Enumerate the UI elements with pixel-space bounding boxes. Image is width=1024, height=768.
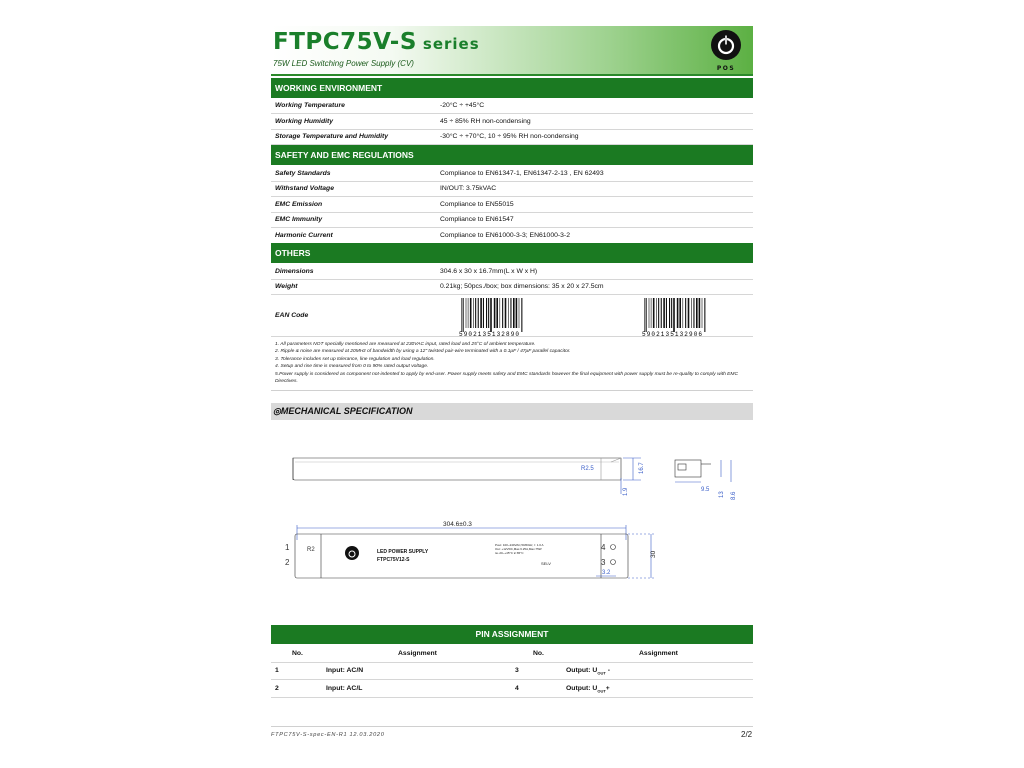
barcode-bar bbox=[473, 298, 474, 328]
barcode-bar bbox=[510, 298, 511, 328]
spec-row: Dimensions 304.6 x 30 x 16.7mm(L x W x H) bbox=[271, 264, 753, 280]
barcode-1 bbox=[457, 298, 533, 338]
barcode-bar bbox=[685, 298, 686, 328]
spec-row: EMC Immunity Compliance to EN61547 bbox=[271, 212, 753, 228]
dim-label: 8.6 bbox=[731, 491, 737, 500]
pin-label: 4 bbox=[601, 543, 606, 552]
barcode-bar bbox=[502, 298, 503, 328]
barcode-bar bbox=[513, 298, 515, 328]
pin-label: 2 bbox=[285, 558, 290, 567]
barcode-bar bbox=[663, 298, 665, 328]
footnote: 5.Power supply is considered as component not-indented to apply by end-user. Power supply meets safety and EMC standards however the final equipment with power supply must be re-quality to comply with EMC Directives. bbox=[275, 371, 739, 385]
spec-row: Withstand Voltage IN/OUT: 3.75kVAC bbox=[271, 181, 753, 197]
dim-label: R2.5 bbox=[581, 466, 594, 472]
section-others: OTHERS bbox=[271, 243, 753, 263]
barcode-bar bbox=[478, 298, 479, 328]
label-line: ta:-20~+45°C tc:65°C bbox=[495, 551, 524, 555]
barcode-bar bbox=[488, 298, 489, 328]
product-subtitle: 75W LED Switching Power Supply (CV) bbox=[273, 59, 414, 68]
barcode-bar bbox=[666, 298, 667, 328]
dim-label: 1.9 bbox=[623, 487, 629, 496]
label-title: LED POWER SUPPLY bbox=[377, 549, 429, 555]
spec-row: Harmonic Current Compliance to EN61000-3-3; EN61000-3-2 bbox=[271, 228, 753, 244]
section-working-environment: WORKING ENVIRONMENT bbox=[271, 78, 753, 98]
barcode-bar bbox=[486, 298, 487, 328]
barcode-bar bbox=[496, 298, 498, 328]
barcode-bar bbox=[470, 298, 472, 328]
spec-row: Safety Standards Compliance to EN61347-1, EN61347-2-13 , EN 62493 bbox=[271, 166, 753, 182]
dim-label: 3.2 bbox=[602, 570, 611, 576]
spec-row: Working Temperature -20°C ÷ +45°C bbox=[271, 98, 753, 114]
dim-length: 304.6±0.3 bbox=[443, 521, 472, 528]
barcode-bar bbox=[691, 298, 692, 328]
footnote: 4. Setup and rise time is measured from 0 to 90% rated output voltage. bbox=[275, 364, 429, 370]
pin-assignment-header: PIN ASSIGNMENT bbox=[271, 625, 753, 644]
logo-text: POS bbox=[716, 65, 736, 72]
header-rule bbox=[271, 74, 753, 76]
spec-row: Weight 0.21kg; 50pcs./box; box dimensions: 35 x 20 x 27.5cm bbox=[271, 279, 753, 295]
barcode-bar bbox=[693, 298, 694, 328]
side-view bbox=[293, 458, 641, 494]
barcode-bar bbox=[490, 298, 492, 332]
label-model: FTPC75V12-S bbox=[377, 557, 410, 563]
dim-label: R2 bbox=[307, 547, 315, 553]
barcode-bar bbox=[673, 298, 675, 332]
barcode-bar bbox=[669, 298, 670, 328]
barcode-bar bbox=[519, 298, 520, 328]
section-safety-emc: SAFETY AND EMC REGULATIONS bbox=[271, 145, 753, 165]
barcode-bar bbox=[461, 298, 462, 332]
divider bbox=[271, 726, 753, 727]
barcode-bar bbox=[646, 298, 647, 332]
barcode-digits: 5902135132890 bbox=[459, 331, 521, 338]
barcode-bar bbox=[468, 298, 469, 328]
barcode-bar bbox=[661, 298, 662, 328]
pin-table-header: No. Assignment No. Assignment bbox=[271, 645, 753, 663]
page-number: 2/2 bbox=[741, 730, 753, 739]
barcode-bar bbox=[483, 298, 484, 328]
spec-row: Storage Temperature and Humidity -30°C ÷ +70°C, 10 ÷ 95% RH non-condensing bbox=[271, 129, 753, 145]
barcode-bar bbox=[696, 298, 698, 328]
document-id: FTPC75V-S-spec-EN-R1 12.03.2020 bbox=[271, 732, 385, 738]
mechanical-drawing bbox=[271, 420, 753, 620]
footnotes bbox=[275, 341, 753, 385]
pin-label: 1 bbox=[285, 543, 290, 552]
barcode-bar bbox=[516, 298, 518, 328]
footnote: 3. Tolerance includes set up tolerance, line regulation and load regulation. bbox=[275, 356, 435, 362]
barcode-bar bbox=[651, 298, 652, 328]
barcode-bar bbox=[677, 298, 679, 328]
product-title: FTPC75V-S series bbox=[273, 29, 480, 55]
barcode-2 bbox=[640, 298, 716, 338]
header-banner bbox=[271, 26, 753, 74]
dim-label: 13 bbox=[719, 491, 725, 498]
barcode-bar bbox=[704, 298, 705, 332]
barcode-bar bbox=[688, 298, 690, 328]
label-marks: SELV bbox=[541, 561, 551, 566]
barcode-bar bbox=[494, 298, 496, 328]
label-line: Pout: 100~240VAC,50/60Hz, I: 1.0 A bbox=[495, 543, 544, 547]
pin-label: 3 bbox=[601, 558, 606, 567]
barcode-bar bbox=[656, 298, 657, 328]
barcode-bar bbox=[699, 298, 701, 328]
dim-label: 30 bbox=[650, 550, 657, 558]
end-view bbox=[675, 460, 731, 482]
barcode-bar bbox=[466, 298, 467, 328]
spec-row: EMC Emission Compliance to EN55015 bbox=[271, 197, 753, 213]
barcode-bar bbox=[658, 298, 659, 328]
dim-label: 9.5 bbox=[701, 487, 710, 493]
barcode-bar bbox=[671, 298, 672, 328]
divider bbox=[271, 390, 753, 391]
dim-label: 16.7 bbox=[639, 462, 645, 474]
barcode-bar bbox=[521, 298, 522, 332]
barcode-bar bbox=[653, 298, 655, 328]
pin-row: 2 Input: AC/L 4 Output: $U_{OUT}+$ bbox=[271, 680, 753, 698]
label-line: Out: +12VDC,Max.6.25A,Max.75W bbox=[495, 547, 542, 551]
ean-row: EAN Code bbox=[271, 295, 753, 337]
footnote: 2. Ripple & noise are measured at 20MHz of bandwidth by using a 12" twisted pair-wire terminated with a 0.1μF / 47μF parallel capacitor. bbox=[275, 349, 571, 355]
barcode-bar bbox=[679, 298, 681, 328]
barcode-bar bbox=[500, 298, 501, 328]
barcode-bar bbox=[475, 298, 476, 328]
barcode-bar bbox=[644, 298, 645, 332]
label-logo-icon bbox=[345, 546, 359, 560]
mechanical-spec-header: ◎MECHANICAL SPECIFICATION bbox=[271, 403, 753, 420]
barcode-bar bbox=[683, 298, 684, 328]
barcode-bar bbox=[508, 298, 509, 328]
barcode-bar bbox=[649, 298, 650, 328]
target-icon: ◎ bbox=[273, 406, 281, 416]
barcode-bar bbox=[463, 298, 464, 332]
pin-row: 1 Input: AC/N 3 Output: $U_{OUT}$ - bbox=[271, 662, 753, 680]
spec-row: Working Humidity 45 ÷ 85% RH non-condensing bbox=[271, 114, 753, 130]
barcode-digits: 5902135132906 bbox=[642, 331, 704, 338]
barcode-bar bbox=[480, 298, 482, 328]
barcode-bar bbox=[702, 298, 703, 328]
footnote: 1. All parameters NOT specially mentioned are measured at 230VAC input, rated load and 25°C of ambient temperature. bbox=[275, 342, 536, 347]
barcode-bar bbox=[505, 298, 507, 328]
pos-logo-icon bbox=[710, 28, 742, 72]
